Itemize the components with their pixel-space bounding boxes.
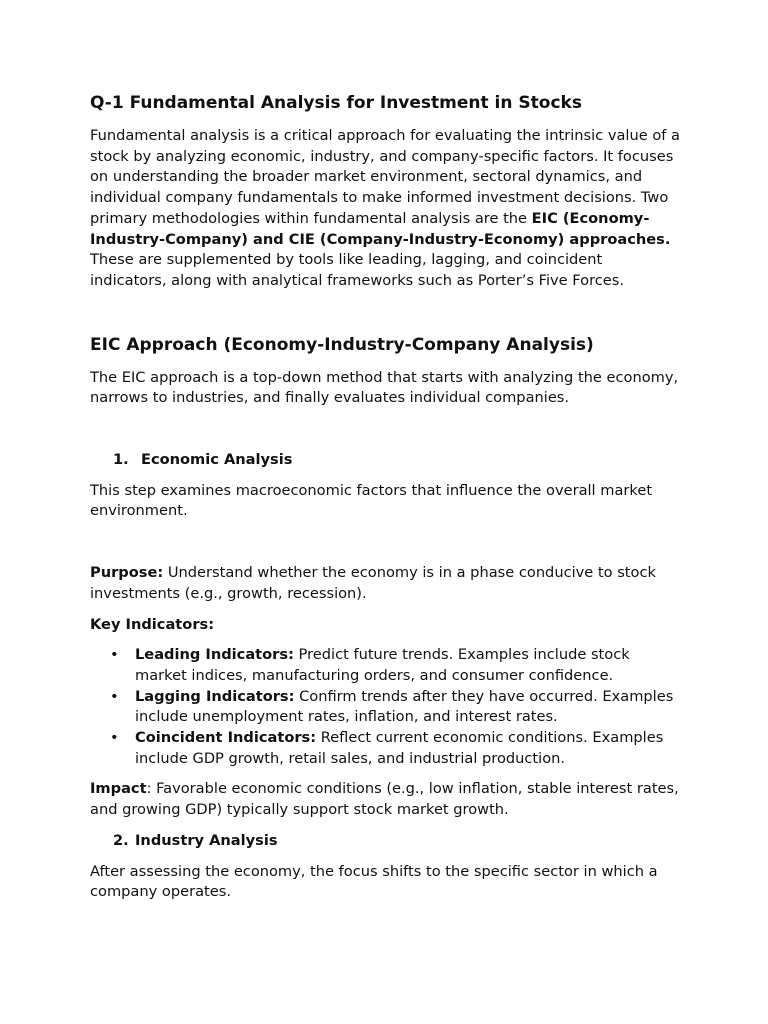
indicator-label: Coincident Indicators: — [135, 729, 317, 747]
economic-analysis-title: Economic Analysis — [141, 451, 293, 469]
list-item — [90, 728, 682, 769]
industry-analysis-title: Industry Analysis — [135, 831, 278, 849]
bullet-icon: • — [110, 646, 119, 664]
document-title: Q-1 Fundamental Analysis for Investment in Stocks — [90, 93, 582, 113]
indicator-label: Leading Indicators: — [135, 646, 294, 664]
purpose-text: Understand whether the economy is in a phase conducive to stock investments (e.g., growth, recession). — [90, 564, 656, 602]
indicator-text: Reflect current economic conditions. Examples include GDP growth, retail sales, and industrial production. — [135, 729, 664, 767]
intro-paragraph — [90, 126, 682, 292]
impact-label: Impact — [90, 780, 147, 798]
indicator-label: Lagging Indicators: — [135, 687, 295, 705]
indicator-text: Confirm trends after they have occurred. Examples include unemployment rates, inflation, and interest rates. — [135, 687, 674, 726]
intro-bold-approaches: EIC (Economy-Industry-Company) and CIE (Company-Industry-Economy) approaches. — [90, 209, 671, 248]
key-indicators-label-text: Key Indicators: — [90, 615, 215, 633]
intro-text-part1: Fundamental analysis is a critical approach for evaluating the intrinsic value of a stock by analyzing economic, industry, and company-specific factors. It focuses on understanding the broader market environment, sectoral dynamics, and individual company fundamentals to make informed investment decisions. Two primary methodologies within fundamental analysis are the — [90, 127, 680, 227]
economic-analysis-number: 1. — [113, 451, 129, 469]
industry-description: After assessing the economy, the focus shifts to the specific sector in which a company operates. — [90, 862, 658, 901]
purpose-label: Purpose: — [90, 564, 164, 582]
key-indicators-label — [90, 615, 682, 636]
economic-analysis-heading — [90, 450, 682, 471]
eic-description: The EIC approach is a top-down method that starts with analyzing the economy, narrows to industries, and finally evaluates individual companies. — [90, 368, 679, 407]
indicator-text: Predict future trends. Examples include stock market indices, manufacturing orders, and consumer confidence. — [135, 646, 630, 684]
indicators-list — [90, 645, 682, 769]
list-item — [90, 687, 682, 728]
eic-heading: EIC Approach (Economy-Industry-Company Analysis) — [90, 334, 594, 355]
industry-analysis-number: 2. — [113, 831, 129, 849]
bullet-icon: • — [110, 729, 119, 747]
impact-text: : Favorable economic conditions (e.g., low inflation, stable interest rates, and growing GDP) typically support stock market growth. — [90, 780, 679, 819]
impact-paragraph — [90, 779, 682, 820]
bullet-icon: • — [110, 687, 119, 705]
list-item — [90, 645, 682, 686]
document-page — [90, 91, 682, 913]
economic-description: This step examines macroeconomic factors that influence the overall market environment. — [90, 481, 653, 520]
industry-analysis-heading — [90, 831, 682, 852]
intro-text-part2: These are supplemented by tools like leading, lagging, and coincident indicators, along with analytical frameworks such as Porter’s Five Forces. — [90, 251, 625, 289]
purpose-paragraph — [90, 563, 682, 604]
